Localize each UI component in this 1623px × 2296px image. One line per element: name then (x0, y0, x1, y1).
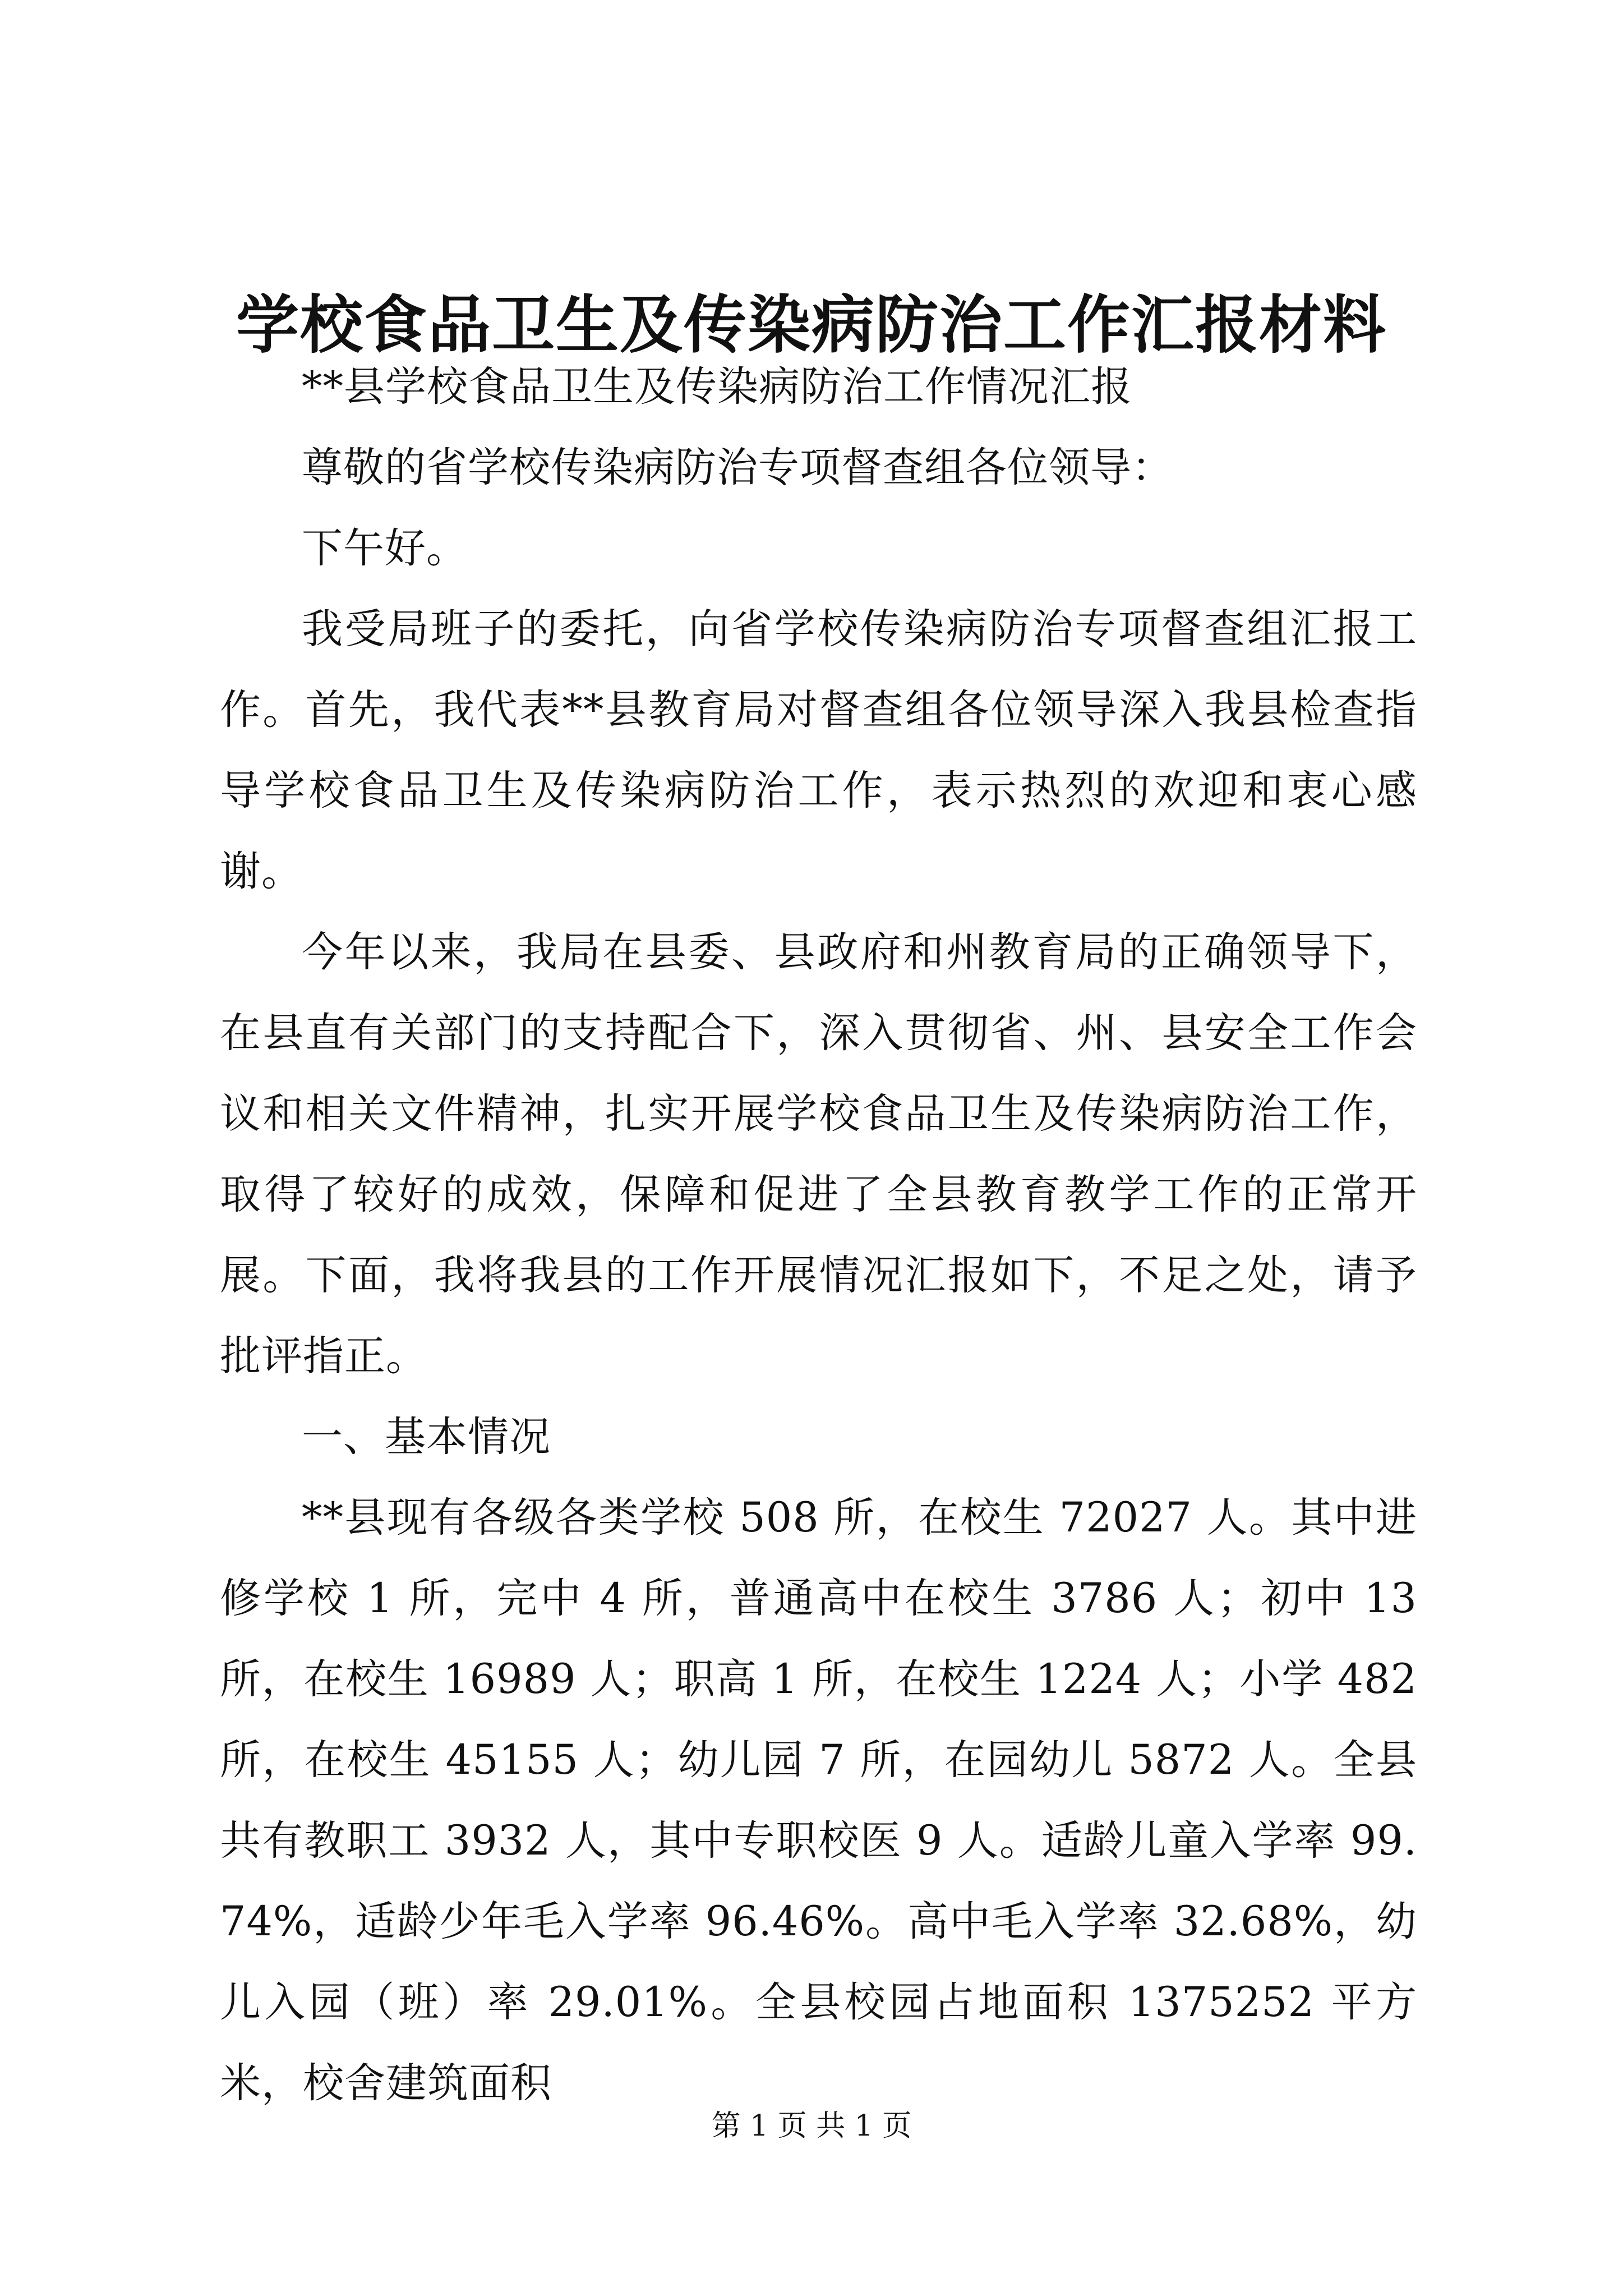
paragraph-greeting: 下午好。 (302, 524, 468, 572)
paragraph-introduction: 我受局班子的委托，向省学校传染病防治专项督查组汇报工作。首先，我代表**县教育局对督查组各位领导深入我县检查指导学校食品卫生及传染病防治工作，表示热烈的欢迎和衷心感谢。 (220, 605, 1417, 895)
page-footer: 第 1 页 共 1 页 (711, 2109, 912, 2143)
document-body (220, 347, 1417, 2124)
document-title: 学校食品卫生及传染病防治工作汇报材料 (236, 288, 1387, 362)
paragraph-basic-statistics: **县现有各级各类学校 508 所，在校生 72027 人。其中进修学校 1 所，完中 4 所，普通高中在校生 3786 人；初中 13 所，在校生 16989 人；职高 1 所，在校生 1224 人；小学 482 所，在校生 45155 人；幼儿园 7 所，在园幼儿 5872 人。全县共有教职工 3932 人，其中专职校医 9 人。适龄儿童入学率 99.74%，适龄少年毛入学率 96.46%。高中毛入学率 32.68%，幼儿入园（班）率 29.01%。全县校园占地面积 1375252 平方米，校舍建筑面积 (220, 1494, 1417, 2107)
section-heading-basic-situation: 一、基本情况 (302, 1413, 551, 1461)
paragraph-overview: 今年以来，我局在县委、县政府和州教育局的正确领导下，在县直有关部门的支持配合下，深入贯彻省、州、县安全工作会议和相关文件精神，扎实开展学校食品卫生及传染病防治工作，取得了较好的成效，保障和促进了全县教育教学工作的正常开展。下面，我将我县的工作开展情况汇报如下，不足之处，请予批评指正。 (220, 928, 1417, 1380)
paragraph-report-heading: **县学校食品卫生及传染病防治工作情况汇报 (302, 363, 1132, 411)
paragraph-salutation: 尊敬的省学校传染病防治专项督查组各位领导： (302, 444, 1173, 491)
